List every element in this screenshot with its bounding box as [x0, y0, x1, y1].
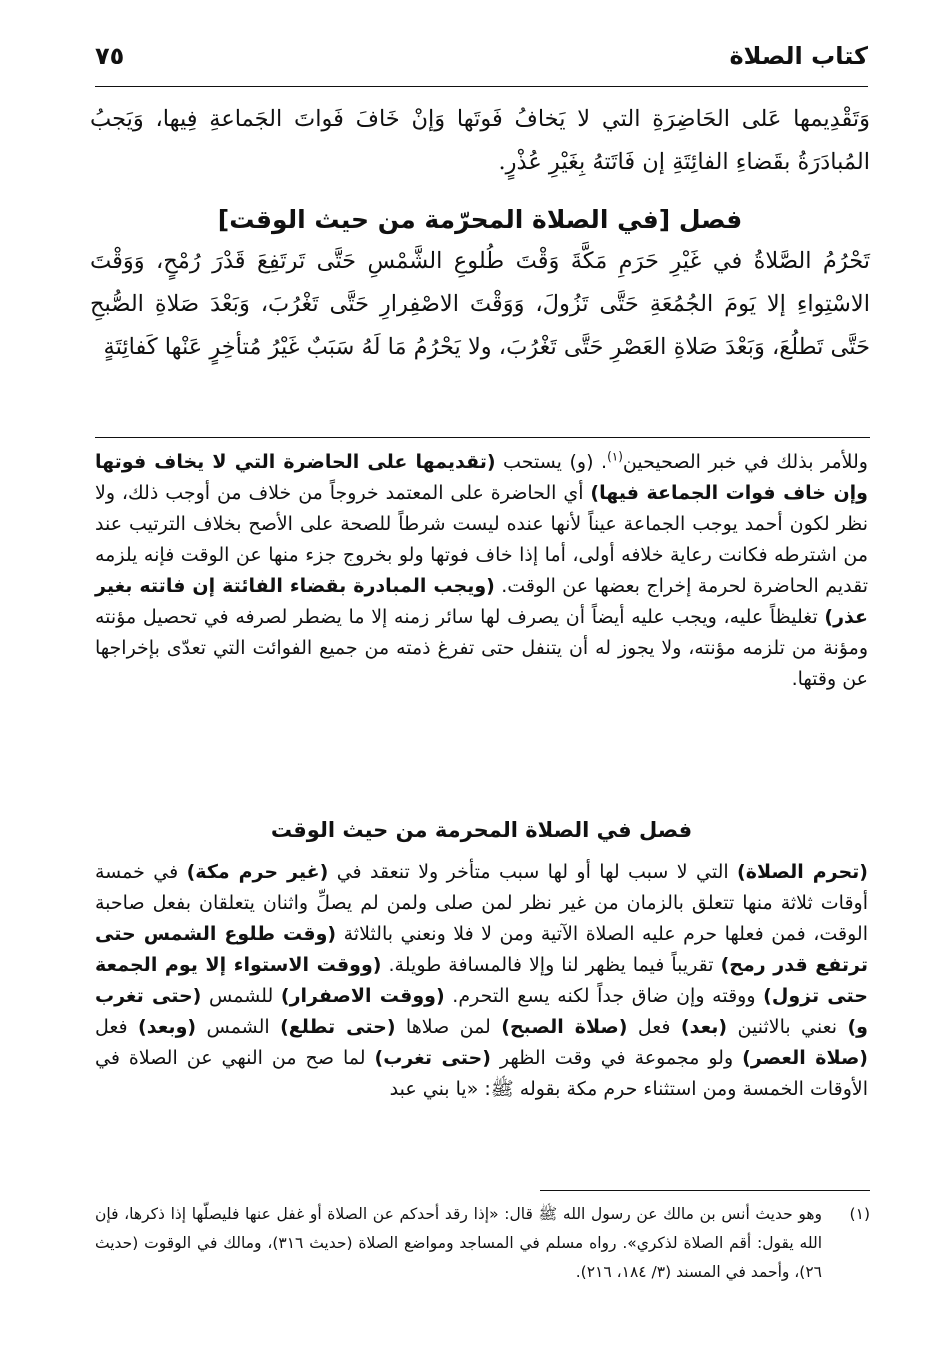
sharh-bold-quote: (وبعد)	[138, 1016, 197, 1038]
sharh-text: ولو مجموعة في وقت الظهر	[490, 1047, 743, 1069]
sharh-bold-quote: (حتى تغرب)	[374, 1047, 491, 1069]
sharh-text: التي لا سبب لها أو لها سبب متأخر ولا تنعقد في	[328, 861, 738, 883]
sharh-bold-quote: (ووقت الاستواء إلا يوم الجمعة حتى تزول)	[95, 954, 868, 1007]
sharh-bold-quote: (ووقت الاصفرار)	[280, 985, 445, 1007]
matn-section-heading: فصل [في الصلاة المحرّمة من حيث الوقت]	[217, 205, 743, 234]
page-number: ٧٥	[95, 42, 125, 70]
sharh-text: فعل	[627, 1016, 681, 1038]
sharh-bold-quote: (وقت طلوع الشمس حتى ترتفع قدر رمح)	[95, 923, 869, 976]
footnote-divider	[540, 1190, 870, 1191]
sharh-bold-quote: (صلاة الصبح)	[501, 1016, 628, 1038]
sharh-text: لما صح من النهي عن الصلاة في الأوقات الخمسة ومن استثناء حرم مكة بقوله ﷺ: «يا بني عبد	[95, 1047, 868, 1100]
matn-top-paragraph	[90, 98, 870, 184]
matn-sharh-divider	[95, 437, 870, 438]
sharh-bold-quote: (غير حرم مكة)	[186, 861, 329, 883]
sharh-bottom-paragraph	[95, 857, 868, 1105]
sharh-text: لمن صلاها	[395, 1016, 502, 1038]
sharh-bold-quote: (حتى تغرب و)	[95, 985, 868, 1038]
sharh-text: للشمس	[201, 985, 281, 1007]
footnote-marker: (١)	[849, 1205, 870, 1223]
sharh-bold-quote: (تقديمها على الحاضرة التي لا يخاف فوتها وإن خاف فوات الجماعة فيها)	[95, 451, 868, 504]
footnote-reference: (١)	[607, 449, 623, 464]
running-header	[95, 38, 868, 87]
sharh-text: نعني بالاثنين	[727, 1016, 848, 1038]
sharh-text: تقريباً فيما يظهر لنا وإلا فالمسافة طويلة.	[381, 954, 721, 976]
matn-paragraph-text: تَحْرُمُ الصَّلاةُ في غَيْرِ حَرَمِ مَكَّةَ وَقْتَ طُلوعِ الشَّمْسِ حَتَّى تَرتَفِعَ قَدْرَ رُمْحٍ، وَوَقْتَ الاسْتِواءِ إلا يَومَ الجُمُعَةِ حَتَّى تَزُولَ، وَوَقْتَ الاصْفِرارِ حَتَّى تَغْرُبَ، وَبَعْدَ صَلاةِ الصُّبحِ حَتَّى تَطلُعَ، وَبَعْدَ صَلاةِ العَصْرِ حَتَّى تَغْرُبَ، ولا يَحْرُمُ مَا لَهُ سَبَبٌ غَيْرُ مُتأخِرٍ عَنْها كَفائِتَةٍ	[90, 248, 870, 360]
sharh-text: أي الحاضرة على المعتمد خروجاً من خلاف من أوجب ذلك، ولا نظر لكون أحمد يوجب الجماعة عيناً لأنها عنده ليست شرطاً للصحة على الأصح بخلاف الترتيب عند من اشترطه فكانت رعاية خلافه أولى، أما إذا خاف فوتها ولو بخروج جزء منها عن الوقت فإنه يلزمه تقديم الحاضرة لحرمة إخراج بعضها عن الوقت.	[95, 482, 869, 597]
sharh-text: ووقته وإن ضاق جداً لكنه يسع التحرم.	[444, 985, 764, 1007]
sharh-section-heading: فصل في الصلاة المحرمة من حيث الوقت	[270, 818, 693, 842]
sharh-text: الشمس	[196, 1016, 281, 1038]
sharh-bold-quote: (بعد)	[680, 1016, 728, 1038]
matn-paragraph-text: وَتَقْدِيمها عَلى الحَاضِرَةِ التي لا يَخافُ فَوتَها وَإنْ خَافَ فَواتَ الجَماعةِ فِيها، وَيَجبُ المُبادَرَةُ بقَضاءِ الفائِتَةِ إن فَاتَتهُ بِغَيْرِ عُذْرٍ.	[90, 106, 870, 175]
footnote	[95, 1200, 870, 1287]
footnote-text: وهو حديث أنس بن مالك عن رسول الله ﷺ قال: «إذا رقد أحدكم عن الصلاة أو غفل عنها فليصلّها إذا ذكرها، فإن الله يقول: أقم الصلاة لذكري». رواه مسلم في المساجد ومواضع الصلاة (حديث ٣١٦)، ومالك في الوقوت (حديث ٢٦)، وأحمد في المسند (٣/ ١٨٤، ٢١٦).	[95, 1205, 822, 1281]
running-title: كتاب الصلاة	[729, 42, 868, 70]
sharh-text: . (و) يستحب	[495, 451, 608, 473]
sharh-bold-quote: (تحرم الصلاة)	[737, 861, 868, 883]
sharh-text: في خمسة أوقات ثلاثة منها تتعلق بالزمان من غير نظر لمن صلى ولمن لم يصلِّ واثنان يتعلقان بفعل صاحبة الوقت، فمن فعلها حرم عليه الصلاة الآتية ومن لا فلا ونعني بالثلاثة	[95, 861, 868, 945]
sharh-text: تغليظاً عليه، ويجب عليه أيضاً أن يصرف لها سائر زمنه إلا ما يضطر لصرفه في تحصيل مؤنته ومؤنة من تلزمه مؤنته، ولا يجوز له أن يتنفل حتى تفرغ ذمته من جميع الفوائت التي تعدّى بإخراجها عن وقتها.	[95, 606, 868, 690]
sharh-text: وللأمر بذلك في خبر الصحيحين	[622, 451, 868, 473]
sharh-bold-quote: (ويجب المبادرة بقضاء الفائتة إن فاتته بغير عذر)	[95, 575, 868, 628]
sharh-bold-quote: (حتى تطلع)	[280, 1016, 396, 1038]
matn-bottom-paragraph	[90, 240, 870, 369]
sharh-text: فعل	[95, 1016, 139, 1038]
sharh-top-paragraph	[95, 447, 868, 695]
sharh-bold-quote: (صلاة العصر)	[742, 1047, 868, 1069]
